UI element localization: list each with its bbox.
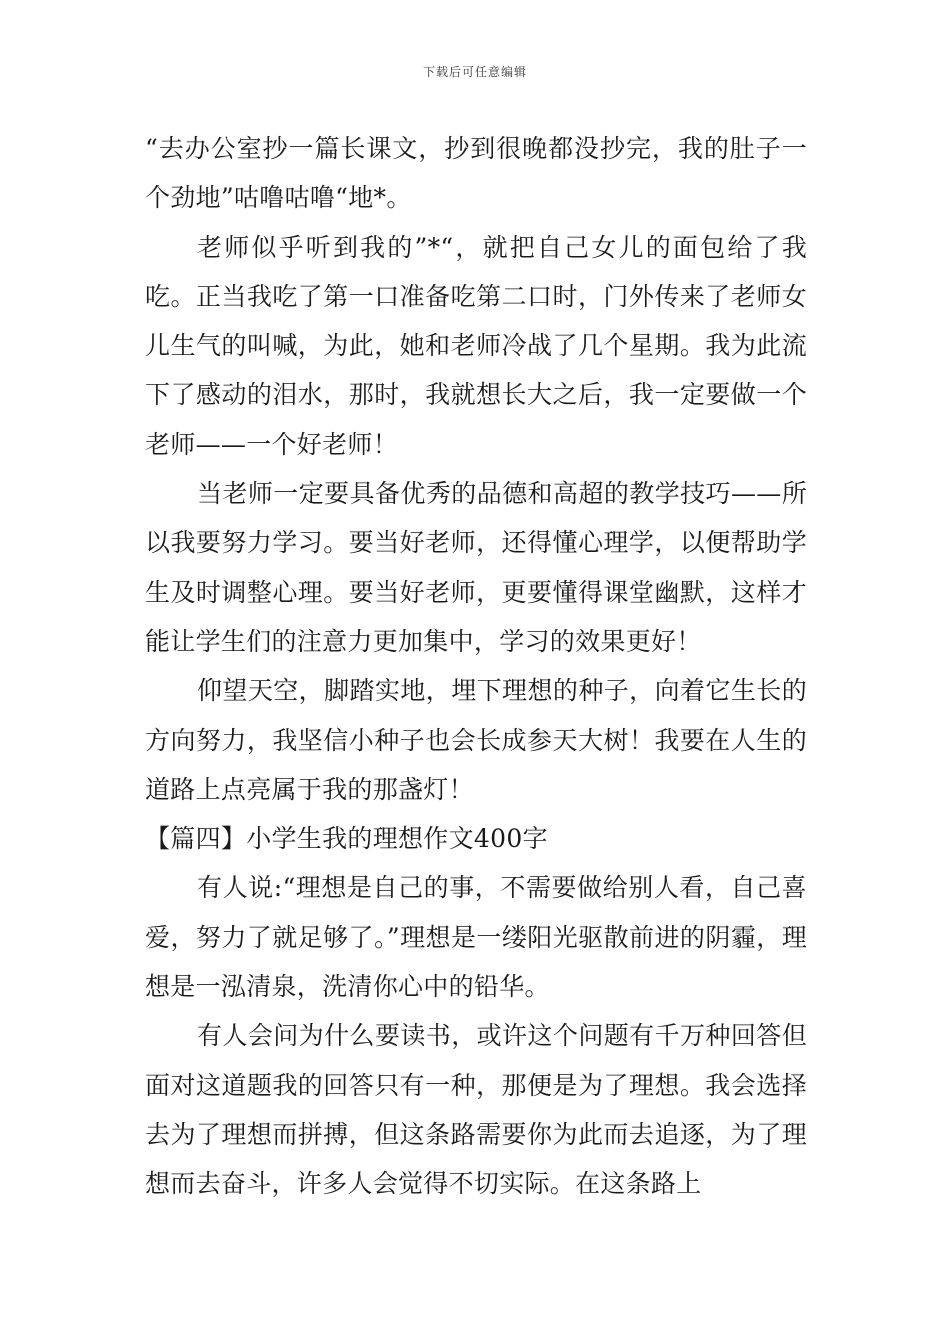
page-header-note: 下载后可任意编辑 [422, 65, 527, 79]
paragraph-continuation: “去办公室抄一篇长课文，抄到很晚都没抄完，我的肚子一个劲地”咕噜咕噜“地*。 [145, 134, 807, 213]
paragraph: 仰望天空，脚踏实地，埋下理想的种子，向着它生长的方向努力，我坚信小种子也会长成参天大树！我要在人生的道路上点亮属于我的那盏灯！ [145, 676, 807, 804]
paragraph: 当老师一定要具备优秀的品德和高超的教学技巧——所以我要努力学习。要当好老师，还得懂心理学，以便帮助学生及时调整心理。要当好老师，更要懂得课堂幽默，这样才能让学生们的注意力更加集中，学习的效果更好！ [145, 479, 807, 656]
paragraph: 有人说:“理想是自己的事，不需要做给别人看，自己喜爱，努力了就足够了。”理想是一缕阳光驱散前进的阴霾，理想是一泓清泉，洗清你心中的铅华。 [145, 873, 807, 1002]
paragraph: 有人会问为什么要读书，或许这个问题有千万种回答但面对这道题我的回答只有一种，那便是为了理想。我会选择去为了理想而拼搏，但这条路需要你为此而去追逐，为了理想而去奋斗，许多人会觉得不切实际。在这条路上 [145, 1021, 807, 1199]
section-heading: 【篇四】小学生我的理想作文400字 [145, 824, 548, 854]
paragraph: 老师似乎听到我的”*“，就把自己女儿的面包给了我吃。正当我吃了第一口准备吃第二口时，门外传来了老师女儿生气的叫喊，为此，她和老师冷战了几个星期。我为此流下了感动的泪水，那时，我就想长大之后，我一定要做一个老师——一个好老师！ [145, 232, 807, 459]
document-body [145, 124, 807, 1209]
